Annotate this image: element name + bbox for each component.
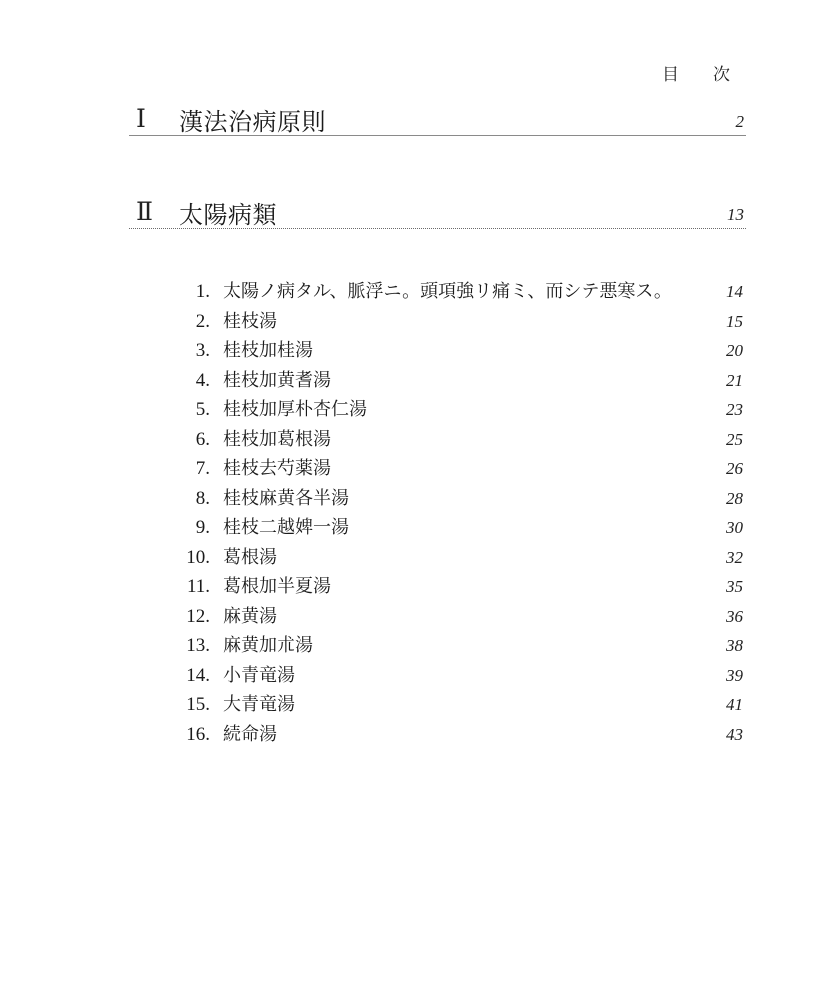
- entry-label: 葛根加半夏湯: [223, 576, 331, 597]
- entry-number: 10.: [186, 546, 210, 568]
- entry-label: 桂枝去芍薬湯: [223, 458, 331, 479]
- entry-number: 4.: [195, 369, 210, 391]
- toc-entry[interactable]: [176, 310, 746, 340]
- entry-page-number: 38: [726, 636, 743, 655]
- entry-label: 桂枝麻黄各半湯: [223, 487, 349, 509]
- entry-number: 2.: [195, 310, 210, 332]
- entry-page-number: 30: [726, 518, 743, 537]
- entry-number: 11.: [186, 576, 210, 597]
- entry-label: 桂枝湯: [223, 310, 277, 332]
- entry-page-number: 20: [726, 341, 743, 360]
- entry-number: 3.: [195, 340, 210, 361]
- toc-entry[interactable]: [176, 369, 746, 399]
- entry-number: 5.: [195, 399, 210, 420]
- entry-page-number: 21: [726, 370, 743, 390]
- part-numeral: Ⅰ: [136, 106, 146, 133]
- entry-page-number: 14: [726, 282, 743, 301]
- entry-number: 8.: [195, 487, 210, 509]
- entry-label: 小青竜湯: [223, 664, 295, 686]
- toc-list: [176, 280, 746, 752]
- entry-number: 9.: [195, 517, 210, 538]
- entry-page-number: 23: [726, 400, 743, 419]
- entry-page-number: 28: [726, 488, 743, 508]
- header-char-ji: 次: [713, 65, 730, 85]
- entry-page-number: 41: [726, 695, 743, 714]
- toc-entry[interactable]: [176, 487, 746, 517]
- entry-label: 桂枝加葛根湯: [223, 428, 331, 450]
- entry-number: 15.: [186, 694, 210, 715]
- part-page-number: 2: [735, 112, 744, 131]
- toc-entry[interactable]: [176, 693, 746, 723]
- toc-entry[interactable]: [176, 664, 746, 694]
- entry-label: 桂枝加桂湯: [223, 340, 313, 361]
- part-page-number: 13: [727, 205, 744, 224]
- entry-page-number: 36: [726, 606, 743, 626]
- part-heading-2[interactable]: [129, 193, 746, 233]
- part-underline: [129, 135, 746, 136]
- entry-page-number: 15: [726, 311, 743, 331]
- part-heading-1[interactable]: [129, 100, 746, 140]
- entry-number: 16.: [186, 723, 210, 745]
- part-underline-dotted: [129, 228, 746, 229]
- entry-page-number: 39: [726, 665, 743, 685]
- entry-page-number: 32: [726, 547, 743, 567]
- entry-label: 麻黄加朮湯: [223, 635, 313, 656]
- toc-entry[interactable]: [176, 605, 746, 635]
- part-numeral: Ⅱ: [136, 199, 153, 226]
- part-title: 太陽病類: [179, 201, 277, 229]
- entry-number: 1.: [195, 281, 210, 302]
- entry-page-number: 35: [726, 577, 743, 596]
- entry-number: 12.: [186, 605, 210, 627]
- entry-number: 7.: [195, 458, 210, 479]
- entry-number: 14.: [186, 664, 210, 686]
- entry-label: 太陽ノ病タル、脈浮ニ。頭項強リ痛ミ、而シテ悪寒ス。: [223, 281, 672, 302]
- entry-label: 続命湯: [223, 723, 277, 745]
- toc-entry[interactable]: [176, 457, 746, 487]
- page-header-contents: [662, 60, 730, 85]
- toc-entry[interactable]: [176, 428, 746, 458]
- toc-entry[interactable]: [176, 398, 746, 428]
- toc-entry[interactable]: [176, 575, 746, 605]
- entry-page-number: 43: [726, 724, 743, 744]
- toc-entry[interactable]: [176, 339, 746, 369]
- header-char-moku: 目: [662, 65, 679, 85]
- entry-page-number: 26: [726, 459, 743, 478]
- entry-label: 麻黄湯: [223, 605, 277, 627]
- entry-number: 6.: [195, 428, 210, 450]
- toc-entry[interactable]: [176, 634, 746, 664]
- entry-page-number: 25: [726, 429, 743, 449]
- entry-label: 葛根湯: [223, 546, 277, 568]
- entry-label: 桂枝二越婢一湯: [223, 517, 349, 538]
- entry-number: 13.: [186, 635, 210, 656]
- entry-label: 大青竜湯: [223, 694, 295, 715]
- toc-entry[interactable]: [176, 516, 746, 546]
- entry-label: 桂枝加黄耆湯: [223, 369, 331, 391]
- part-title: 漢法治病原則: [179, 108, 326, 136]
- toc-entry[interactable]: [176, 280, 746, 310]
- toc-entry[interactable]: [176, 546, 746, 576]
- toc-entry[interactable]: [176, 723, 746, 753]
- entry-label: 桂枝加厚朴杏仁湯: [223, 399, 367, 420]
